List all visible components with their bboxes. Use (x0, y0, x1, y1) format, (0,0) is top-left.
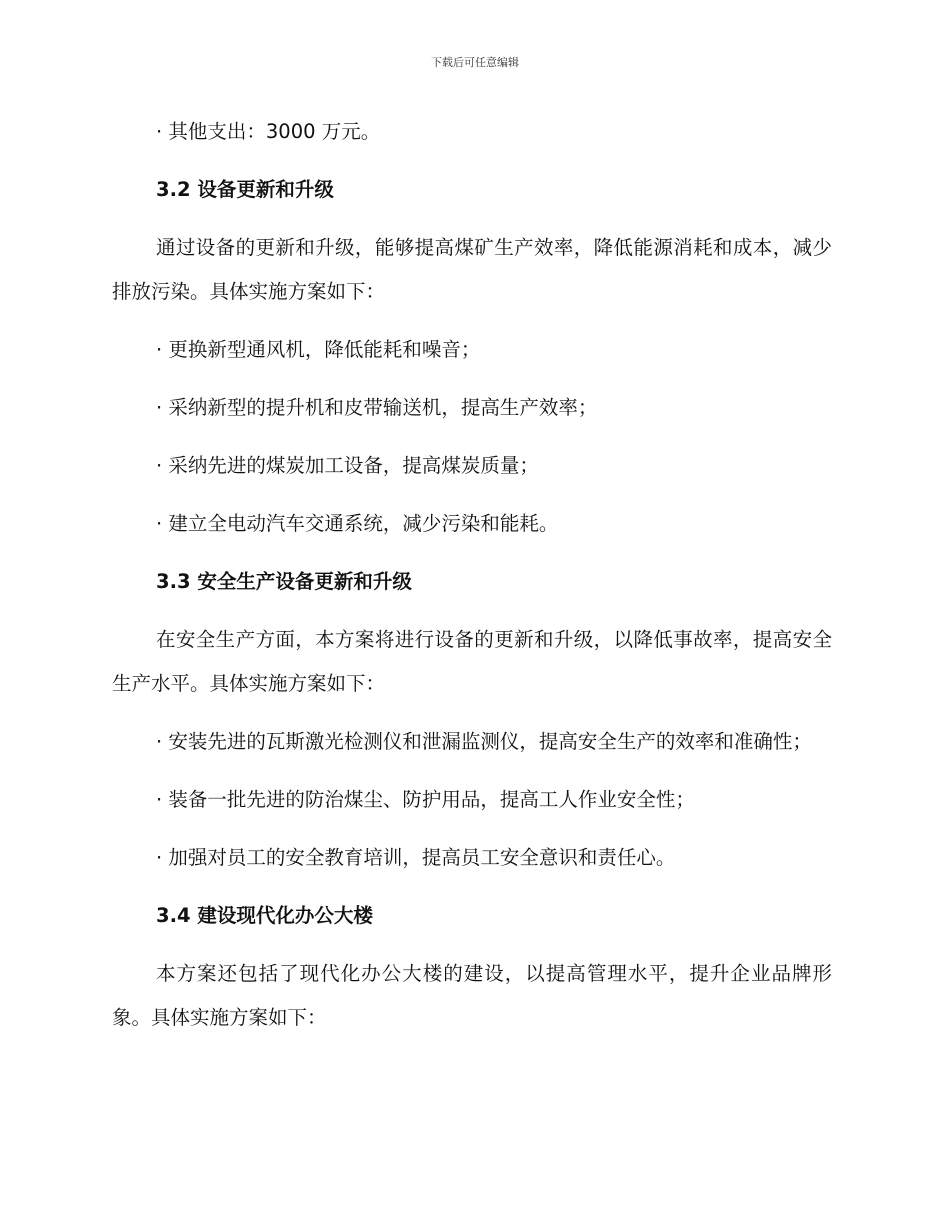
bullet-item: · 更换新型通风机，降低能耗和噪音； (156, 338, 481, 361)
bullet-item: · 装备一批先进的防治煤尘、防护用品，提高工人作业安全性； (156, 788, 695, 811)
section-heading-3-2: 3.2 设备更新和升级 (156, 178, 334, 201)
bullet-item: · 安装先进的瓦斯激光检测仪和泄漏监测仪，提高安全生产的效率和准确性； (156, 730, 812, 753)
bullet-item: · 采纳先进的煤炭加工设备，提高煤炭质量； (156, 454, 539, 477)
bullet-item: · 采纳新型的提升机和皮带输送机，提高生产效率； (156, 396, 598, 419)
section-heading-3-3: 3.3 安全生产设备更新和升级 (156, 570, 412, 593)
section-heading-3-4: 3.4 建设现代化办公大楼 (156, 904, 373, 927)
page-header-note: 下载后可任意编辑 (431, 56, 519, 69)
document-body (112, 110, 832, 1054)
section-3-3-paragraph: 在安全生产方面，本方案将进行设备的更新和升级，以降低事故率，提高安全生产水平。具体实施方案如下： (112, 628, 832, 695)
section-3-4-paragraph: 本方案还包括了现代化办公大楼的建设，以提高管理水平，提升企业品牌形象。具体实施方案如下： (112, 962, 832, 1029)
section-3-2-paragraph: 通过设备的更新和升级，能够提高煤矿生产效率，降低能源消耗和成本，减少排放污染。具体实施方案如下： (112, 236, 832, 303)
bullet-item: · 加强对员工的安全教育培训，提高员工安全意识和责任心。 (156, 846, 676, 869)
bullet-other-expenses: · 其他支出：3000 万元。 (156, 120, 381, 143)
bullet-item: · 建立全电动汽车交通系统，减少污染和能耗。 (156, 512, 559, 535)
